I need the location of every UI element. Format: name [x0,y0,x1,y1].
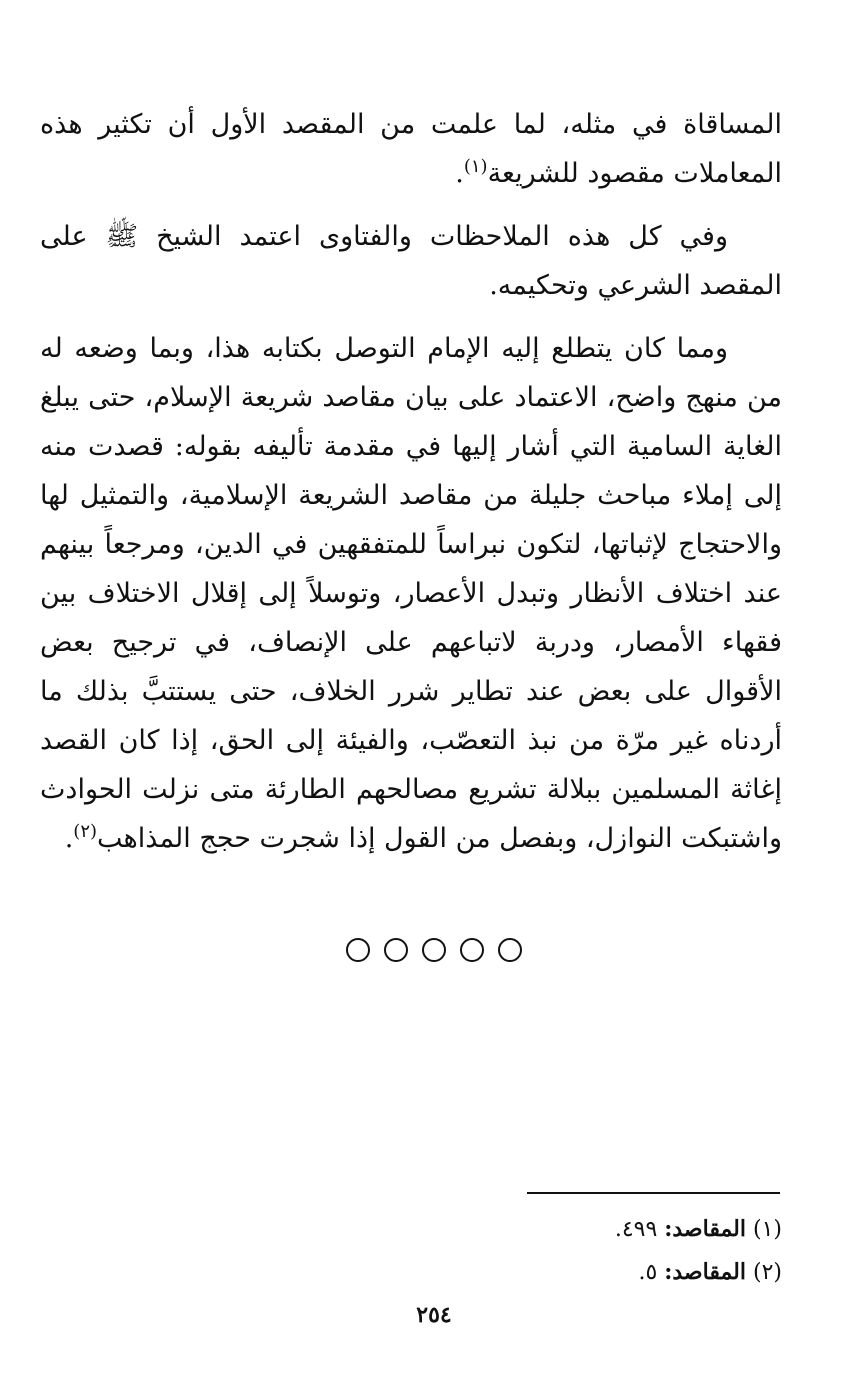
footnote-2-number: (٢) [752,1260,782,1285]
footnotes [440,1208,782,1294]
paragraph-1-end: . [455,158,464,189]
paragraph-3 [40,324,782,863]
footnote-1-ref: ٤٩٩. [614,1217,658,1242]
main-text [40,100,782,877]
circle-ornament-icon [384,938,408,962]
footnote-2 [440,1251,782,1294]
footnote-1-number: (١) [752,1217,782,1242]
section-separator [0,938,868,968]
footnote-marker-1: (١) [463,156,488,177]
paragraph-3-end: . [64,823,74,854]
footnote-1-source: المقاصد: [664,1216,746,1242]
paragraph-1-text: المساقاة في مثله، لما علمت من المقصد الأول أن تكثير هذه المعاملات مقصود للشريعة [40,109,782,189]
paragraph-1 [40,100,782,198]
circle-ornament-icon [422,938,446,962]
circle-ornament-icon [498,938,522,962]
footnote-divider [527,1192,780,1194]
circle-ornament-icon [346,938,370,962]
footnote-1 [440,1208,782,1251]
page-number: ٢٥٤ [416,1302,452,1328]
paragraph-2 [40,212,782,310]
circle-ornament-icon [460,938,484,962]
paragraph-3-text: ومما كان يتطلع إليه الإمام التوصل بكتابه هذا، وبما وضعه له من منهج واضح، الاعتماد على بيان مقاصد شريعة الإسلام، حتى يبلغ الغاية السامية التي أشار إليها في مقدمة تأليفه بقوله: قصدت منه إلى إملاء مباحث جليلة من مقاصد الشريعة الإسلامية، والتمثيل لها والاحتجاج لإثباتها، لتكون نبراساً للمتفقهين في الدين، ومرجعاً بينهم عند اختلاف الأنظار وتبدل الأعصار، وتوسلاً إلى إقلال الاختلاف بين فقهاء الأمصار، ودربة لاتباعهم على الإنصاف، في ترجيح بعض الأقوال على بعض عند تطاير شرر الخلاف، حتى يستتبَّ بذلك ما أردناه غير مرّة من نبذ التعصّب، والفيئة إلى الحق، إذا كان القصد إغاثة المسلمين ببلالة تشريع مصالحهم الطارئة متى نزلت الحوادث واشتبكت النوازل، وبفصل من القول إذا شجرت حجج المذاهب [40,333,782,854]
footnote-2-source: المقاصد: [664,1259,746,1285]
footnote-2-ref: ٥. [638,1260,658,1285]
paragraph-2-text: وفي كل هذه الملاحظات والفتاوى اعتمد الشيخ ﷺ على المقصد الشرعي وتحكيمه. [40,221,782,301]
footnote-marker-2: (٢) [73,821,98,842]
